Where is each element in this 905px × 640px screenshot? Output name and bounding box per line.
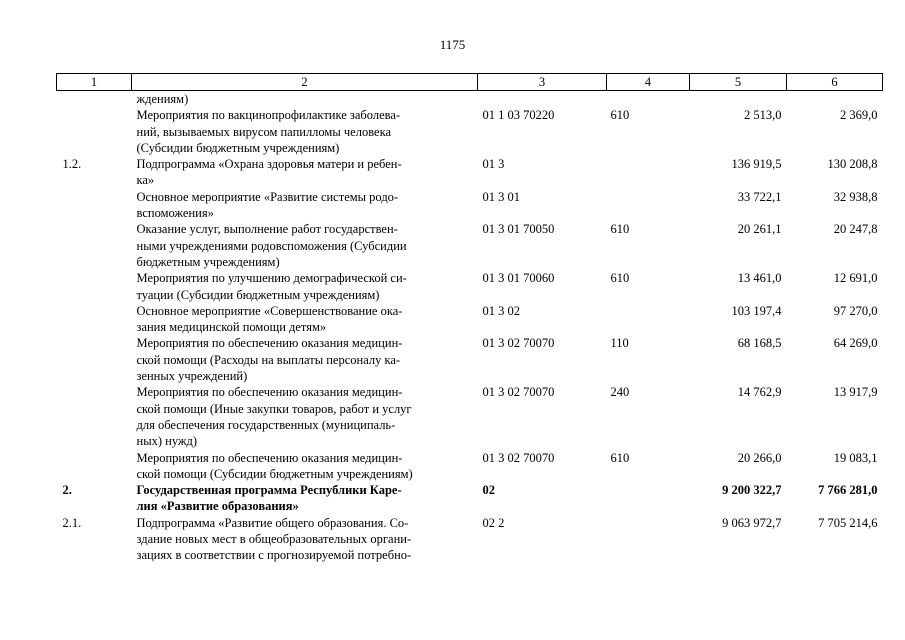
row-code-text: 01 3 01 <box>482 189 520 204</box>
row-value-year1-text: 68 168,5 <box>737 336 782 351</box>
row-name <box>132 515 478 564</box>
row-value-year2-text: 13 917,9 <box>833 385 878 400</box>
row-name <box>132 189 478 222</box>
table-row <box>57 450 883 483</box>
row-value-year1-text: 13 461,0 <box>737 271 782 286</box>
row-code <box>478 450 607 483</box>
table-row <box>57 156 883 189</box>
row-expense-type-text: 610 <box>610 271 630 286</box>
row-expense-type <box>607 189 690 222</box>
row-value-year1-text: 33 722,1 <box>737 189 782 204</box>
row-name-text: Основное мероприятие «Совершенствование ока- зания медицинской помощи детям» <box>136 303 403 335</box>
row-expense-type <box>607 482 690 515</box>
row-value-year1-text: 14 762,9 <box>737 385 782 400</box>
row-value-year1-text: 2 513,0 <box>744 108 782 123</box>
row-code-text: 02 <box>482 483 495 498</box>
row-name-text: Оказание услуг, выполнение работ государствен- ными учреждениями родовспоможения (Субсидии бюджетным учреждениям) <box>136 222 407 269</box>
row-expense-type-text: 610 <box>610 222 630 237</box>
row-expense-type <box>607 91 690 108</box>
row-number <box>57 156 132 189</box>
row-value-year2 <box>787 303 883 336</box>
row-name-text: Мероприятия по обеспечению оказания медицин- ской помощи (Расходы на выплаты персоналу ка- зенных учреждений) <box>136 336 403 384</box>
row-value-year1 <box>690 482 787 515</box>
row-name <box>132 156 478 189</box>
row-code <box>478 270 607 303</box>
row-number <box>57 91 132 108</box>
row-code-text: 01 3 <box>482 157 505 172</box>
row-name-text: Мероприятия по обеспечению оказания медицин- ской помощи (Субсидии бюджетным учреждениям) <box>136 450 413 481</box>
column-header-1: 1 <box>57 74 132 91</box>
table-body <box>57 91 883 564</box>
row-value-year2 <box>787 221 883 270</box>
row-code-text: 01 3 02 <box>482 303 520 318</box>
row-expense-type-text: 610 <box>610 450 630 465</box>
row-value-year2 <box>787 107 883 156</box>
row-code-text: 01 1 03 70220 <box>482 108 555 123</box>
row-expense-type <box>607 270 690 303</box>
row-name-text: Основное мероприятие «Развитие системы родо- вспоможения» <box>136 189 399 221</box>
row-value-year2-text: 19 083,1 <box>833 450 878 465</box>
row-number <box>57 384 132 449</box>
row-name <box>132 270 478 303</box>
row-expense-type-text: 240 <box>610 385 630 400</box>
row-value-year1 <box>690 107 787 156</box>
row-number <box>57 189 132 222</box>
row-name-text: Подпрограмма «Развитие общего образования. Со- здание новых мест в общеобразовательных органи- зациях в соответствии с прогнозируемой потребно- <box>136 515 412 563</box>
column-header-2: 2 <box>132 74 478 91</box>
table-row <box>57 482 883 515</box>
table-header <box>57 74 883 91</box>
row-number <box>57 221 132 270</box>
table-row <box>57 303 883 336</box>
row-value-year2-text: 64 269,0 <box>833 336 878 351</box>
row-value-year2 <box>787 156 883 189</box>
row-value-year2-text: 32 938,8 <box>833 189 878 204</box>
column-header-5: 5 <box>690 74 787 91</box>
row-code-text: 01 3 02 70070 <box>482 336 555 351</box>
row-value-year2 <box>787 91 883 108</box>
row-value-year1 <box>690 270 787 303</box>
table-row <box>57 107 883 156</box>
row-number-text: 1.2. <box>62 157 82 172</box>
row-expense-type <box>607 156 690 189</box>
row-value-year2 <box>787 335 883 384</box>
row-name <box>132 335 478 384</box>
row-number-text: 2. <box>62 483 72 498</box>
row-name <box>132 482 478 515</box>
page-number: 1175 <box>439 37 466 52</box>
row-value-year2-text: 20 247,8 <box>833 222 878 237</box>
row-name <box>132 384 478 449</box>
row-code-text: 01 3 02 70070 <box>482 385 555 400</box>
row-code <box>478 482 607 515</box>
row-number-text: 2.1. <box>62 515 82 530</box>
row-value-year2-text: 7 766 281,0 <box>818 483 878 498</box>
table-row <box>57 270 883 303</box>
row-value-year1-text: 136 919,5 <box>731 157 782 172</box>
row-code <box>478 303 607 336</box>
row-expense-type <box>607 221 690 270</box>
row-code <box>478 91 607 108</box>
row-value-year1 <box>690 221 787 270</box>
row-expense-type <box>607 384 690 449</box>
row-value-year1-text: 103 197,4 <box>731 303 782 318</box>
table-row <box>57 91 883 108</box>
table-row <box>57 335 883 384</box>
row-expense-type <box>607 335 690 384</box>
row-code <box>478 335 607 384</box>
row-code-text: 01 3 01 70050 <box>482 222 555 237</box>
row-value-year1 <box>690 384 787 449</box>
column-header-6: 6 <box>787 74 883 91</box>
table-row <box>57 384 883 449</box>
row-expense-type <box>607 515 690 564</box>
row-number <box>57 270 132 303</box>
table-row <box>57 515 883 564</box>
row-value-year1 <box>690 335 787 384</box>
row-value-year2 <box>787 482 883 515</box>
row-value-year1 <box>690 515 787 564</box>
row-value-year2-text: 2 369,0 <box>840 108 878 123</box>
row-expense-type <box>607 450 690 483</box>
row-name-text: Подпрограмма «Охрана здоровья матери и ребен- ка» <box>136 157 402 188</box>
row-name-text: Мероприятия по вакцинопрофилактике заболева- ний, вызываемых вирусом папилломы человека (Субсидии бюджетным учреждениям) <box>136 108 401 155</box>
row-value-year2 <box>787 515 883 564</box>
row-value-year2-text: 97 270,0 <box>833 303 878 318</box>
row-value-year1-text: 9 200 322,7 <box>722 483 782 498</box>
row-value-year1 <box>690 189 787 222</box>
row-code-text: 01 3 02 70070 <box>482 450 555 465</box>
row-expense-type-text: 110 <box>610 336 629 351</box>
row-expense-type <box>607 303 690 336</box>
row-value-year1-text: 20 261,1 <box>737 222 782 237</box>
row-number <box>57 482 132 515</box>
row-value-year2 <box>787 189 883 222</box>
row-name <box>132 303 478 336</box>
row-value-year2 <box>787 384 883 449</box>
row-expense-type <box>607 107 690 156</box>
row-expense-type-text: 610 <box>610 108 630 123</box>
row-number <box>57 303 132 336</box>
row-code <box>478 221 607 270</box>
row-value-year2-text: 7 705 214,6 <box>818 515 878 530</box>
row-code <box>478 515 607 564</box>
budget-table <box>56 73 883 564</box>
row-code-text: 02 2 <box>482 515 505 530</box>
row-name-text: ждениям) <box>136 92 189 106</box>
row-name-text: Мероприятия по обеспечению оказания медицин- ской помощи (Иные закупки товаров, работ и услуг для обеспечения государственных (муниципаль- ных) нужд) <box>136 385 412 449</box>
row-number <box>57 107 132 156</box>
row-number <box>57 335 132 384</box>
row-value-year1-text: 9 063 972,7 <box>722 515 782 530</box>
row-value-year1 <box>690 156 787 189</box>
row-name-text: Мероприятия по улучшению демографической си- туации (Субсидии бюджетным учреждениям) <box>136 271 407 302</box>
row-value-year2-text: 130 208,8 <box>827 157 878 172</box>
table-row <box>57 189 883 222</box>
row-code <box>478 189 607 222</box>
row-value-year1 <box>690 91 787 108</box>
row-value-year1 <box>690 303 787 336</box>
row-number <box>57 450 132 483</box>
column-header-4: 4 <box>607 74 690 91</box>
row-number <box>57 515 132 564</box>
row-value-year1-text: 20 266,0 <box>737 450 782 465</box>
row-value-year2-text: 12 691,0 <box>833 271 878 286</box>
column-header-3: 3 <box>478 74 607 91</box>
row-value-year1 <box>690 450 787 483</box>
row-name <box>132 221 478 270</box>
row-name-text: Государственная программа Республики Каре- лия «Развитие образования» <box>136 483 402 514</box>
row-code <box>478 107 607 156</box>
row-name <box>132 450 478 483</box>
row-name <box>132 107 478 156</box>
row-code-text: 01 3 01 70060 <box>482 271 555 286</box>
row-value-year2 <box>787 450 883 483</box>
table-row <box>57 221 883 270</box>
row-name <box>132 91 478 108</box>
row-code <box>478 156 607 189</box>
row-value-year2 <box>787 270 883 303</box>
row-code <box>478 384 607 449</box>
